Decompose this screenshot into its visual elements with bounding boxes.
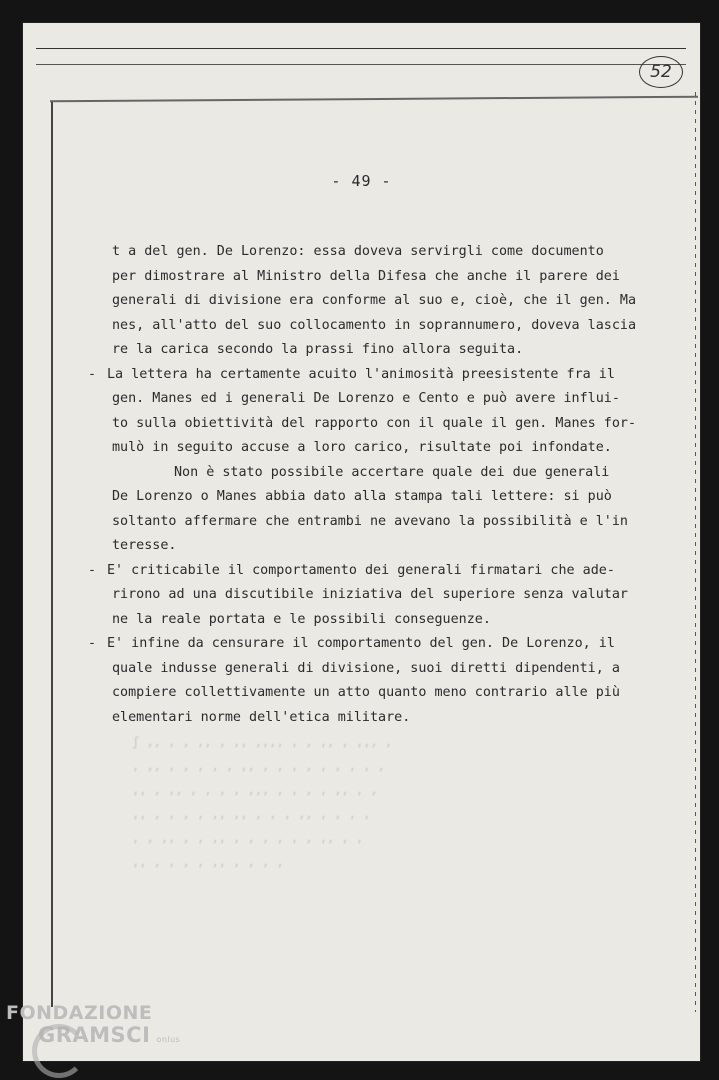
frame-top-line [50,96,698,103]
text-line: quale indusse generali di divisione, suoi diretti dipendenti, a [112,660,620,676]
frame-left-line [51,102,53,1007]
folio-number: 52 [650,62,672,82]
text-line: re la carica secondo la prassi fino allora seguita. [112,342,524,357]
document-page [22,22,701,1062]
text-line: rirono ad una discutibile iniziativa del superiore senza valutar [112,587,628,602]
text-line: compiere collettivamente un atto quanto meno contrario alle più [112,685,620,700]
text-line: to sulla obiettività del rapporto con il quale il gen. Manes for- [112,415,637,431]
text-line: ne la reale portata e le possibili conseguenze. [112,611,491,627]
top-rule [36,48,686,49]
folio-stamp [639,56,683,88]
text-line: per dimostrare al Ministro della Difesa che anche il parere dei [112,268,620,284]
text-line: generali di divisione era conforme al suo e, cioè, che il gen. Ma [112,293,637,308]
text-line: Non è stato possibile accertare quale dei due generali [174,464,610,480]
typed-body-text [107,240,637,730]
text-line: - La lettera ha certamente acuito l'animosità preesistente fra il [107,363,607,388]
text-line: mulò in seguito accuse a loro carico, risultate poi infondate. [112,440,612,455]
text-line: - E' infine da censurare il comportamento del gen. De Lorenzo, il [107,632,607,657]
gramsci-g-icon [32,1024,86,1078]
text-line: De Lorenzo o Manes abbia dato alla stampa tali lettere: si può [112,489,612,504]
logo-line-2-text: GRAMSCI [38,1023,151,1047]
text-line: gen. Manes ed i generali De Lorenzo e Cento e può avere influi- [112,391,620,406]
bleed-through-text: ʃ ,, , , ,, , ,, ,,,, , , ,, , ,,, , , ,, , , , , , ,, , , , , , , , , , ,, , ,, , , , , ,,, , , , , ,, , , ,, , , , , ,, ,, , , , ,, , , , , , , ,, , , ,, , , , , , , ,, , , ,, , , , , ,, , , , , [132,735,393,869]
logo-line-1: FONDAZIONE [6,1002,153,1024]
text-line: nes, all'atto del suo collocamento in soprannumero, doveva lascia [112,317,637,333]
text-line: teresse. [112,538,177,553]
text-line: soltanto affermare che entrambi ne avevano la possibilità e l'in [112,513,628,529]
top-rule [36,64,686,65]
logo-suffix: onlus [156,1035,181,1044]
text-line: elementari norme dell'etica militare. [112,709,411,725]
text-line: - E' criticabile il comportamento dei generali firmatari che ade- [107,559,607,584]
frame-right-line [695,92,696,1012]
page-number: - 49 - [331,172,392,190]
text-line: t a del gen. De Lorenzo: essa doveva servirgli come documento [112,244,604,259]
fondazione-gramsci-logo [6,1002,180,1047]
